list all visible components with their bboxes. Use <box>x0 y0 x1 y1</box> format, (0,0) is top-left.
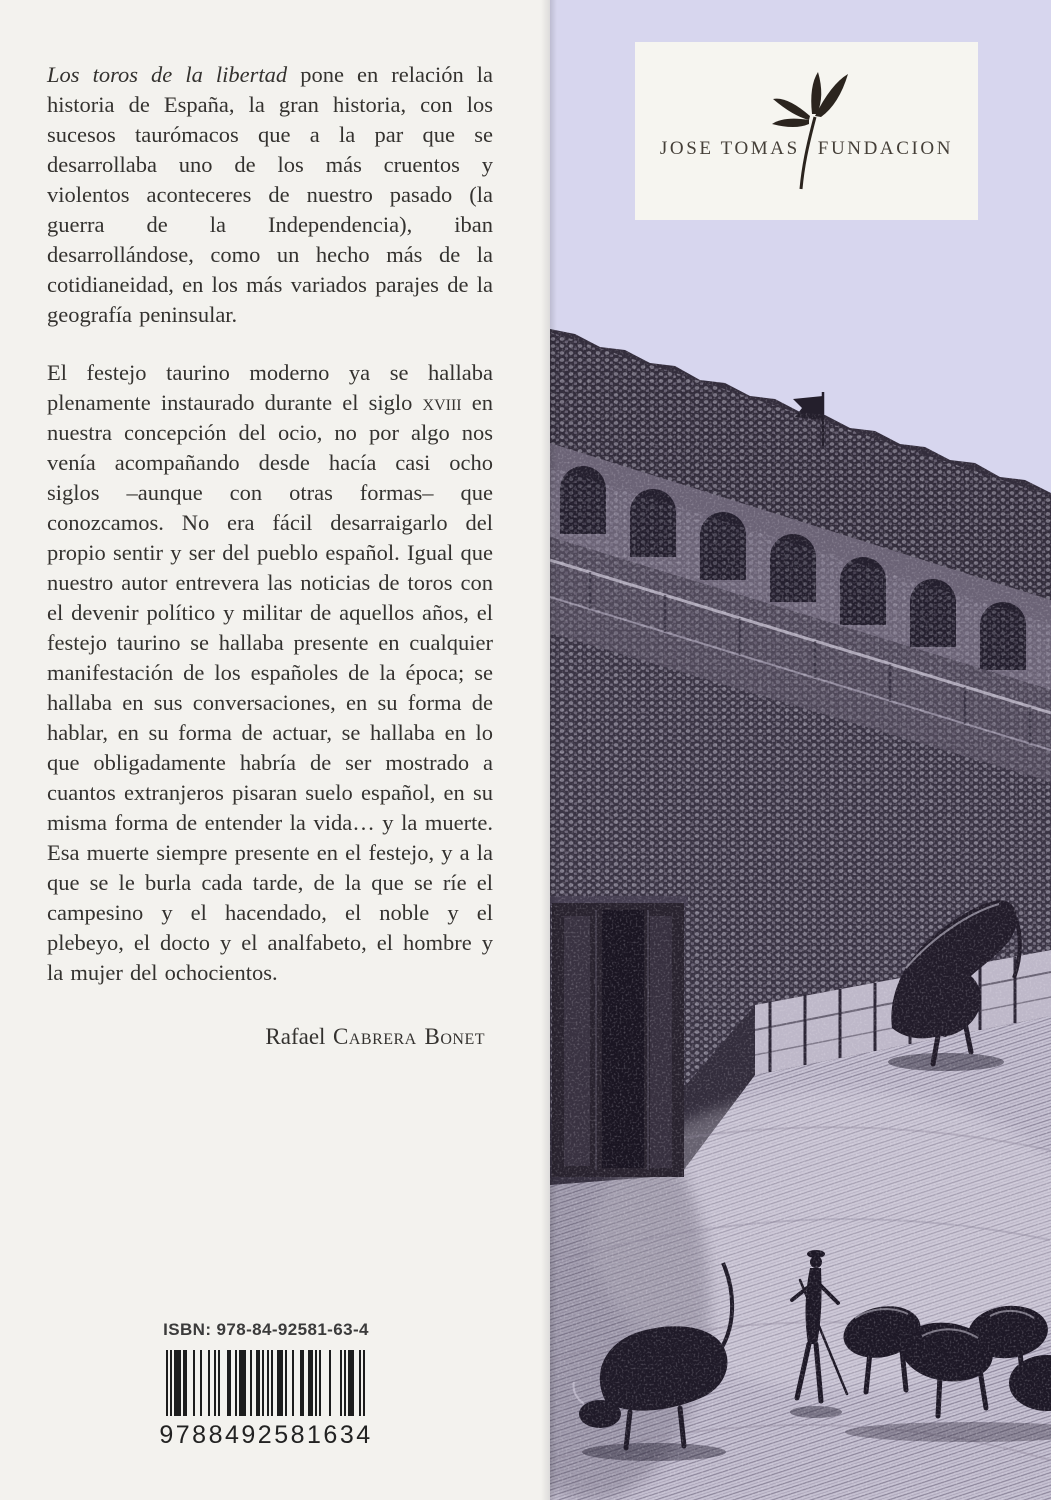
publisher-name-right: FUNDACION <box>817 138 954 159</box>
blurb-text-column <box>47 60 493 1052</box>
publisher-name <box>635 138 978 160</box>
publisher-logo-box <box>635 42 978 220</box>
flower-sprig-icon <box>745 62 865 212</box>
author-last-name: Cabrera Bonet <box>333 1024 485 1049</box>
barcode-digits: 9788492581634 <box>159 1421 373 1449</box>
author-name <box>47 1022 485 1052</box>
bullring-engraving <box>550 0 1051 1500</box>
publisher-name-left: JOSE TOMAS <box>659 138 800 159</box>
isbn-block <box>148 1320 384 1450</box>
paragraph-text: pone en relación la historia de España, la gran historia, con los sucesos taurómacos que a la par que se desarrollaba uno de los más cruentos y violentos aconteceres de nuestro pasado (la guerra de la Independencia), iban desarrollándose, como un hecho más de la cotidianeidad, en los más variados parajes de la geografía peninsular. <box>47 62 494 327</box>
blurb-paragraph-2 <box>47 358 493 988</box>
spine-shadow <box>550 0 557 1500</box>
paragraph-text: El festejo taurino moderno ya se hallaba plenamente instaurado durante el siglo <box>47 360 493 415</box>
isbn-label: ISBN: 978-84-92581-63-4 <box>163 1320 369 1339</box>
century-roman-numeral: xviii <box>422 390 462 415</box>
blurb-paragraph-1 <box>47 60 493 330</box>
engraving-grain <box>550 320 1051 1500</box>
paragraph-text: en nuestra concepción del ocio, no por algo nos venía acompañando desde hacía casi ocho siglos –aunque con otras formas– que conozcamos. No era fácil desarraigarlo del propio sentir y ser del pueblo español. Igual que nuestro autor entrevera las noticias de toros con el devenir político y militar de aquellos años, el festejo taurino se hallaba presente en cualquier manifestación de los españoles de la época; se hallaba en sus conversaciones, en su forma de hablar, en su forma de actuar, se hallaba en lo que obligadamente habría de ser mostrado a cuantos extranjeros pisaran suelo español, en su misma forma de entender la vida… y la muerte. Esa muerte siempre presente en el festejo, y a la que se le burla cada tarde, de la que se ríe el campesino y el hacendado, el noble y el plebeyo, el docto y el analfabeto, el hombre y la mujer del ochocientos. <box>47 390 493 985</box>
illustration-panel <box>550 0 1051 1500</box>
author-first-name: Rafael <box>265 1024 326 1049</box>
ean13-barcode <box>166 1350 366 1416</box>
book-title: Los toros de la libertad <box>47 62 288 87</box>
